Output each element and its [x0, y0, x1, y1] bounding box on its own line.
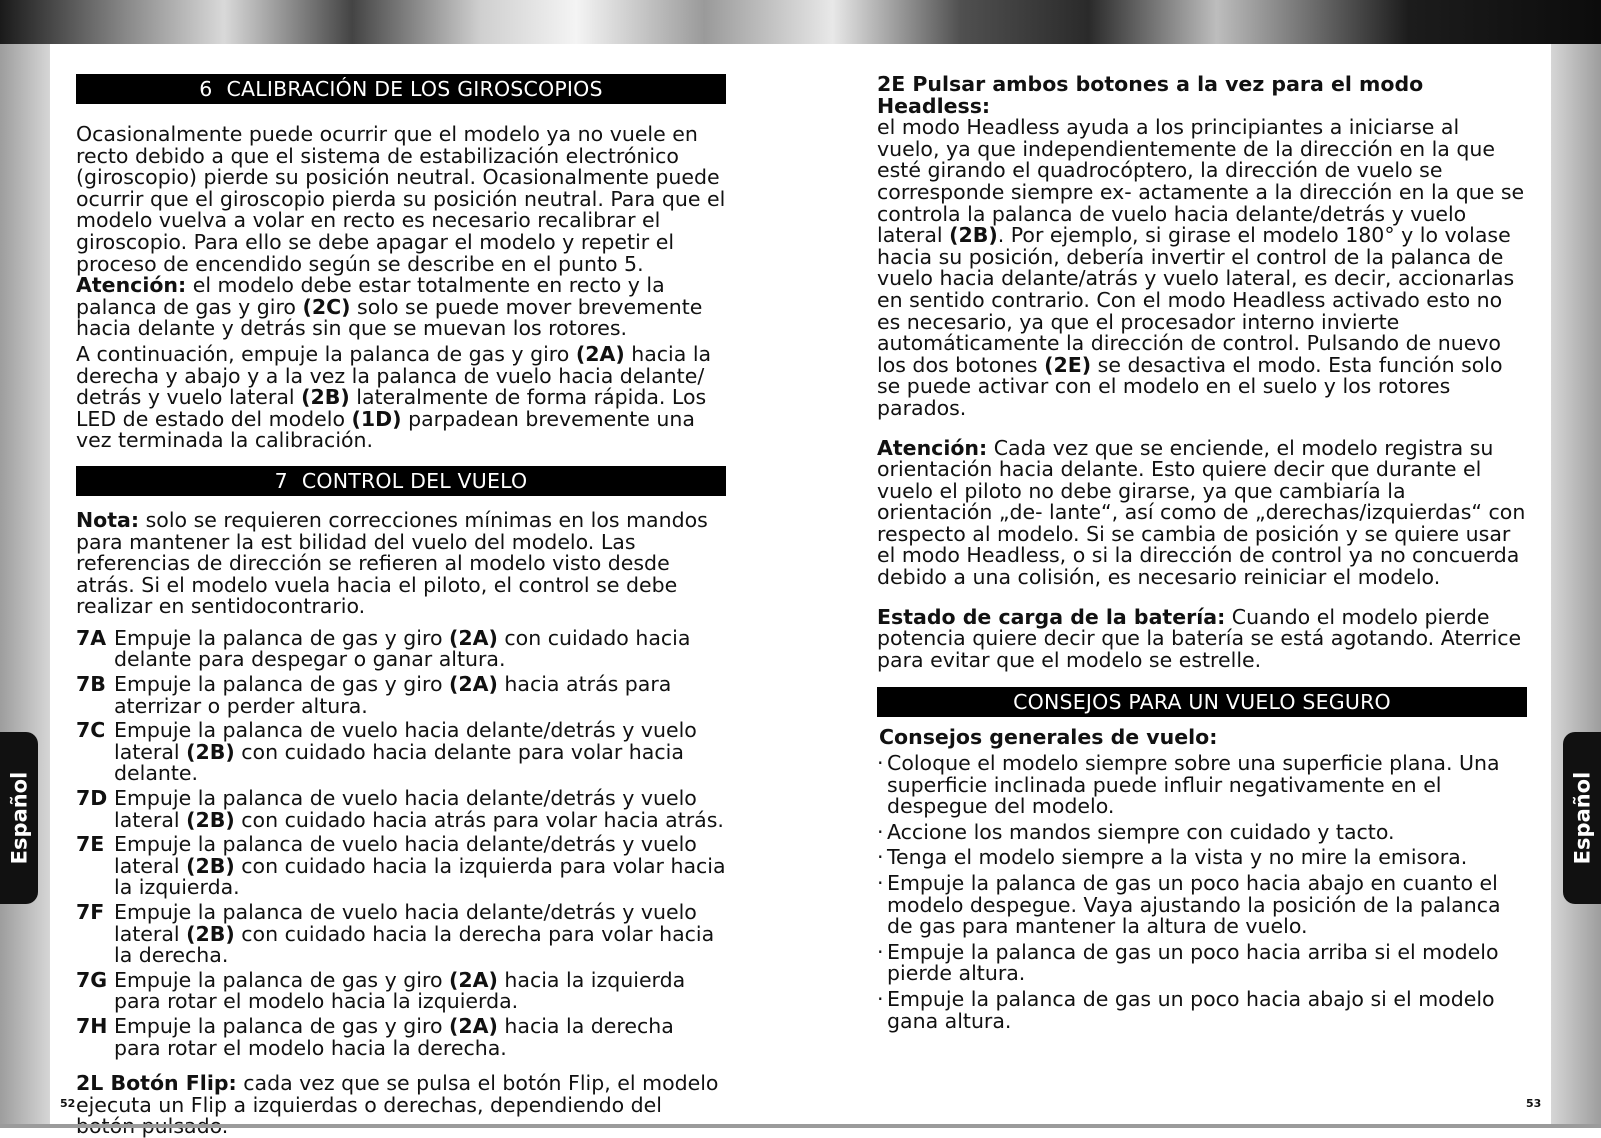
right-page-edge	[1551, 44, 1601, 1128]
list-item: · Tenga el modelo siempre a la vista y no mire la emisora.	[877, 845, 1468, 870]
language-tab-right: Español	[1563, 732, 1601, 904]
tips-heading: Consejos generales de vuelo:	[879, 725, 1218, 750]
list-item: 7E Empuje la palanca de vuelo hacia delante/detrás y vuelo lateral (2B) con cuidado hacia la izquierda para volar hacia la izquierda.	[76, 832, 726, 900]
tips-list	[877, 753, 1527, 1032]
headless-title: 2E Pulsar ambos botones a la vez para el modo Headless:	[877, 72, 1424, 118]
top-decorative-band	[0, 0, 1601, 44]
flight-steps-list	[76, 625, 726, 1060]
list-item: 7F Empuje la palanca de vuelo hacia delante/detrás y vuelo lateral (2B) con cuidado hacia la derecha para volar hacia la derecha.	[76, 900, 715, 968]
left-page-edge	[0, 44, 50, 1128]
list-item: 7A Empuje la palanca de gas y giro (2A) con cuidado hacia delante para despegar o ganar altura.	[76, 625, 691, 672]
section-title: CONTROL DEL VUELO	[301, 468, 528, 493]
section-number: 6	[199, 77, 213, 101]
list-item: · Accione los mandos siempre con cuidado y tacto.	[877, 819, 1395, 844]
page-number-right: 53	[1526, 1097, 1542, 1110]
list-item: · Empuje la palanca de gas un poco hacia abajo si el modelo gana altura.	[877, 986, 1495, 1033]
bottom-border	[0, 1124, 1601, 1128]
nota-paragraph: Nota: solo se requieren correcciones mínimas en los mandos para mantener la est bilidad del vuelo del modelo. Las referencias de dirección se refieren al modelo visto desde atrás. Si el modelo vuela hacia el piloto, el control se debe realizar en sentidocontrario.	[76, 507, 708, 619]
list-item: · Empuje la palanca de gas un poco hacia arriba si el modelo pierde altura.	[877, 939, 1499, 986]
headless-paragraph: 2E Pulsar ambos botones a la vez para el modo Headless: el modo Headless ayuda a los principiantes a iniciarse al vuelo, ya que independientemente de la dirección en la que esté girando el quadrocóptero, la dirección de vuelo se corresponde siempre ex- actamente a la dirección en la que se controla la palanca de vuelo hacia delante/detrás y vuelo lateral (2B). Por ejemplo, si girase el modelo 180° y lo volase hacia su posición, debería invertir el control de la palanca de vuelo hacia delante/atrás y vuelo lateral, es decir, accionarlas en sentido contrario. Con el modo Headless activado esto no es necesario, ya que el procesador interno invierte automáticamente la dirección de control. Pulsando de nuevo los dos botones (2E) se desactiva el modo. Esta función solo se puede activar con el modelo en el suelo y los rotores parados.	[877, 72, 1525, 420]
battery-paragraph: Estado de carga de la batería: Cuando el modelo pierde potencia quiere decir que la batería se está agotando. Aterrice para evitar que el modelo se estrelle.	[877, 604, 1522, 672]
list-item: 7D Empuje la palanca de vuelo hacia delante/detrás y vuelo lateral (2B) con cuidado hacia atrás para volar hacia atrás.	[76, 786, 724, 832]
language-tab-left: Español	[0, 732, 38, 904]
section-header-calibration	[76, 74, 726, 104]
calibration-paragraph-1: Ocasionalmente puede ocurrir que el modelo ya no vuele en recto debido a que el sistema de estabilización electrónico (giroscopio) pierde su posición neutral. Ocasionalmente puede ocurrir que el giroscopio pierda su posición neutral. Para que el modelo vuelva a volar en recto es necesario recalibrar el giroscopio. Para ello se debe apagar el modelo y repetir el proceso de encendido según se describe en el punto 5. Atención: el modelo debe estar totalmente en recto y la palanca de gas y giro (2C) solo se puede mover brevemente hacia delante y detrás sin que se muevan los rotores.	[76, 122, 726, 341]
section-header-safe-flight: CONSEJOS PARA UN VUELO SEGURO	[877, 687, 1527, 717]
list-item: 7H Empuje la palanca de gas y giro (2A) hacia la derecha para rotar el modelo hacia la derecha.	[76, 1013, 674, 1060]
section-title: CALIBRACIÓN DE LOS GIROSCOPIOS	[226, 77, 603, 101]
section-header-flight-control	[76, 466, 726, 496]
list-item: · Coloque el modelo siempre sobre una superficie plana. Una superficie inclinada puede influir negativamente en el despegue del modelo.	[877, 751, 1500, 819]
attention-paragraph: Atención: Cada vez que se enciende, el modelo registra su orientación hacia delante. Esto quiere decir que durante el vuelo el piloto no debe girarse, ya que cambiaría la orientación „de- lante“, así como de „derechas/izquierdas“ con respecto al modelo. Si se cambia de posición y se quiere usar el modo Headless, o si la dirección de control ya no concuerda debido a una colisión, es necesario reiniciar el modelo.	[877, 435, 1526, 590]
left-column	[76, 74, 726, 1138]
right-column	[877, 74, 1527, 1032]
list-item: 7G Empuje la palanca de gas y giro (2A) hacia la izquierda para rotar el modelo hacia la izquierda.	[76, 967, 686, 1014]
page-number-left: 52	[60, 1097, 76, 1110]
section-number: 7	[274, 468, 288, 493]
calibration-paragraph-2: A continuación, empuje la palanca de gas y giro (2A) hacia la derecha y abajo y a la vez la palanca de vuelo hacia delante/ detrás y vuelo lateral (2B) lateralmente de forma rápida. Los LED de estado del modelo (1D) parpadean brevemente una vez terminada la calibración.	[76, 341, 712, 453]
list-item: 7C Empuje la palanca de vuelo hacia delante/detrás y vuelo lateral (2B) con cuidado hacia delante para volar hacia delante.	[76, 718, 697, 786]
list-item: 7B Empuje la palanca de gas y giro (2A) hacia atrás para aterrizar o perder altura.	[76, 672, 672, 718]
flip-paragraph: 2L Botón Flip: cada vez que se pulsa el botón Flip, el modelo ejecuta un Flip a izquierdas o derechas, dependiendo del	[76, 1071, 719, 1117]
list-item: · Empuje la palanca de gas un poco hacia abajo en cuanto el modelo despegue. Vaya ajustando la posición de la palanca de gas para mantener la altura de vuelo.	[877, 871, 1501, 939]
